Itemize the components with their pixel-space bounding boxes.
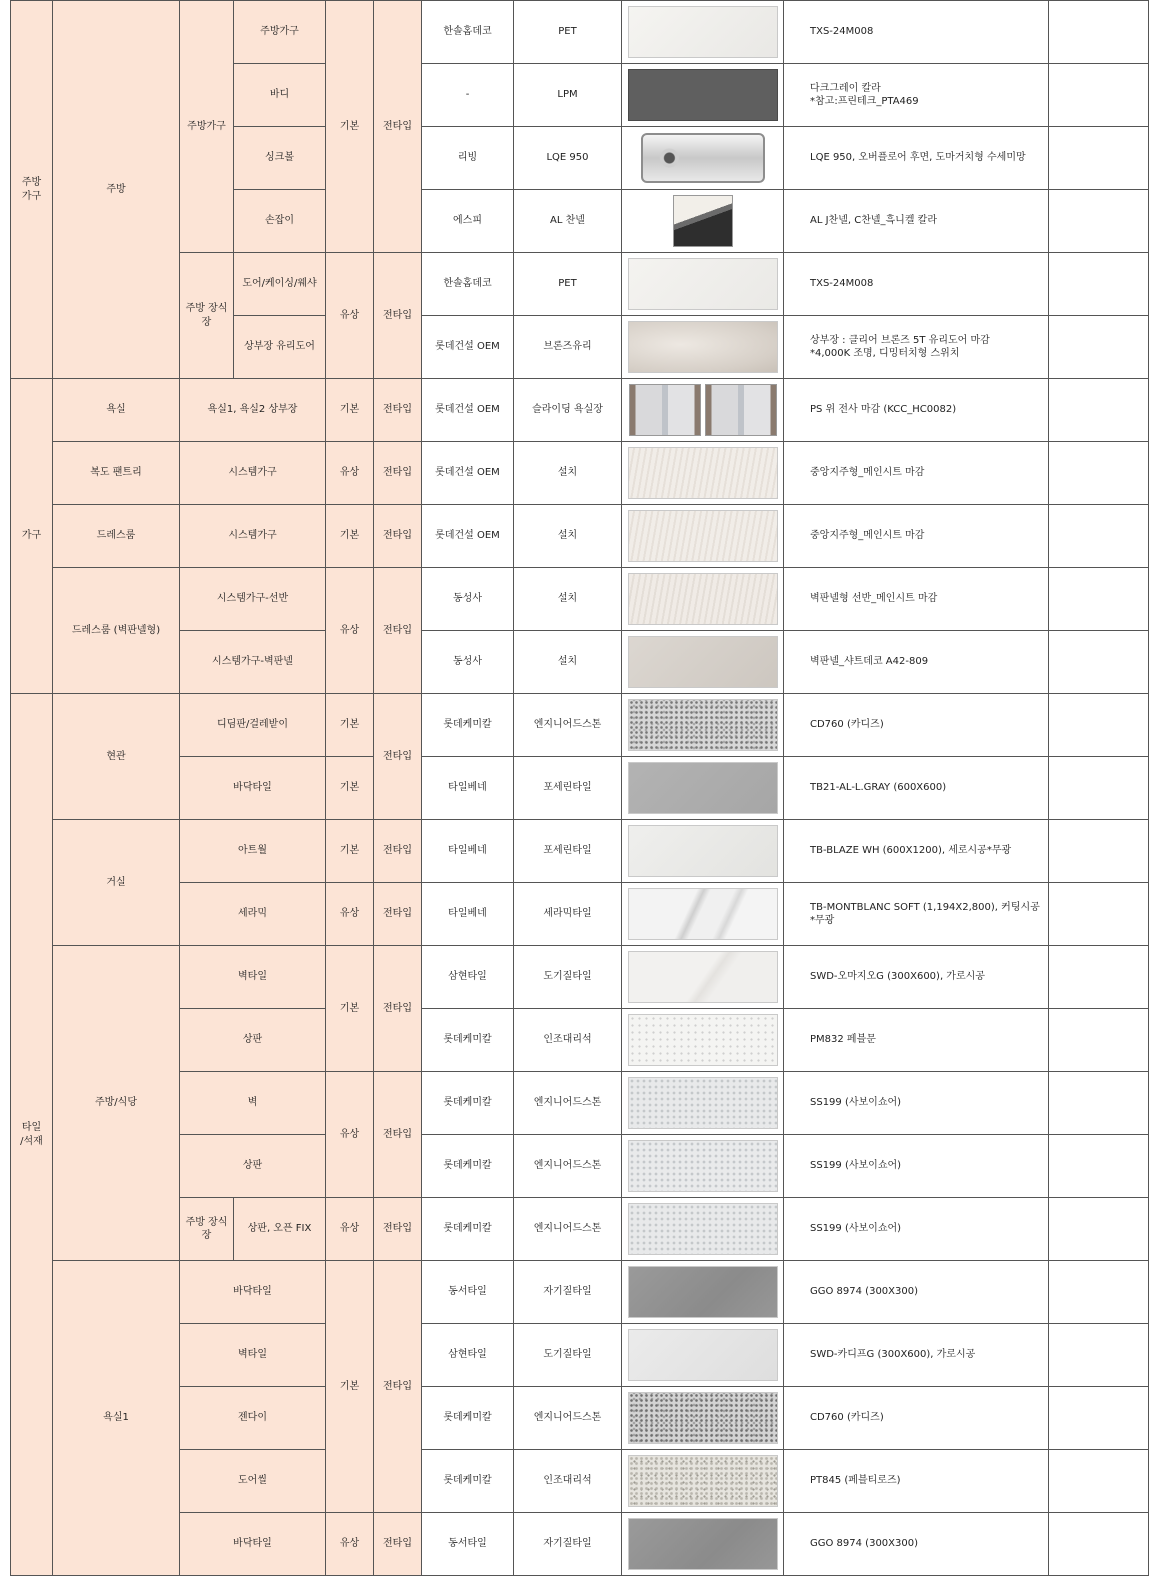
note-cell bbox=[1049, 820, 1149, 883]
option-cell: 기본 bbox=[326, 379, 374, 442]
option-cell: 기본 bbox=[326, 1, 374, 253]
table-row bbox=[11, 1072, 1149, 1135]
note-cell bbox=[1049, 1513, 1149, 1576]
swatch-cell bbox=[622, 694, 784, 757]
item-cell: 아트월 bbox=[180, 820, 326, 883]
white-pet-swatch bbox=[628, 6, 778, 58]
maker-cell: 동서타일 bbox=[422, 1513, 514, 1576]
spec-cell: PM832 페블문 bbox=[784, 1009, 1049, 1072]
note-cell bbox=[1049, 1, 1149, 64]
option-cell: 유상 bbox=[326, 442, 374, 505]
type-cell: 전타입 bbox=[374, 694, 422, 820]
maker-cell: 한솔홈데코 bbox=[422, 1, 514, 64]
swatch-cell bbox=[622, 1261, 784, 1324]
dark-gray-tile-swatch bbox=[628, 1266, 778, 1318]
wall-tile-swatch bbox=[628, 951, 778, 1003]
material-cell: 설치 bbox=[514, 505, 622, 568]
swatch-cell bbox=[622, 568, 784, 631]
material-cell: 자기질타일 bbox=[514, 1513, 622, 1576]
note-cell bbox=[1049, 1387, 1149, 1450]
category-cell: 가구 bbox=[11, 379, 53, 694]
item-cell: 벽타일 bbox=[180, 946, 326, 1009]
material-cell: 설치 bbox=[514, 568, 622, 631]
category-cell: 주방 가구 bbox=[11, 1, 53, 379]
cabinet-photo-1 bbox=[629, 384, 701, 436]
note-cell bbox=[1049, 127, 1149, 190]
material-cell: 엔지니어드스톤 bbox=[514, 1135, 622, 1198]
table-row bbox=[11, 757, 1149, 820]
type-cell: 전타입 bbox=[374, 1, 422, 253]
table-row bbox=[11, 1135, 1149, 1198]
item-cell: 도어씰 bbox=[180, 1450, 326, 1513]
finish-spec-table bbox=[10, 0, 1149, 1576]
maker-cell: - bbox=[422, 64, 514, 127]
table-row bbox=[11, 253, 1149, 316]
maker-cell: 동성사 bbox=[422, 631, 514, 694]
channel-handle-image bbox=[673, 195, 733, 247]
spec-cell: AL J찬넬, C찬넬_흑니켈 칼라 bbox=[784, 190, 1049, 253]
swatch-cell bbox=[622, 505, 784, 568]
note-cell bbox=[1049, 442, 1149, 505]
option-cell: 유상 bbox=[326, 1198, 374, 1261]
note-cell bbox=[1049, 694, 1149, 757]
item-cell: 바닥타일 bbox=[180, 757, 326, 820]
swatch-cell bbox=[622, 442, 784, 505]
note-cell bbox=[1049, 1198, 1149, 1261]
spec-cell: 중앙지주형_메인시트 마감 bbox=[784, 505, 1049, 568]
item-cell: 벽 bbox=[180, 1072, 326, 1135]
note-cell bbox=[1049, 1261, 1149, 1324]
option-cell: 유상 bbox=[326, 253, 374, 379]
marble-ceramic-swatch bbox=[628, 888, 778, 940]
space-cell: 욕실 bbox=[53, 379, 180, 442]
maker-cell: 롯데케미칼 bbox=[422, 1450, 514, 1513]
space-cell: 거실 bbox=[53, 820, 180, 946]
type-cell: 전타입 bbox=[374, 1198, 422, 1261]
material-cell: LPM bbox=[514, 64, 622, 127]
material-cell: 도기질타일 bbox=[514, 946, 622, 1009]
type-cell: 전타입 bbox=[374, 505, 422, 568]
option-cell: 기본 bbox=[326, 820, 374, 883]
swatch-cell bbox=[622, 190, 784, 253]
swatch-cell bbox=[622, 1450, 784, 1513]
material-cell: 세라믹타일 bbox=[514, 883, 622, 946]
material-cell: 포세린타일 bbox=[514, 757, 622, 820]
sub-space-cell: 주방 장식장 bbox=[180, 1198, 234, 1261]
item-cell: 시스템가구 bbox=[180, 442, 326, 505]
type-cell: 전타입 bbox=[374, 568, 422, 694]
spec-cell: 중앙지주형_메인시트 마감 bbox=[784, 442, 1049, 505]
spec-cell: PT845 (페블티로즈) bbox=[784, 1450, 1049, 1513]
note-cell bbox=[1049, 316, 1149, 379]
material-cell: 엔지니어드스톤 bbox=[514, 1072, 622, 1135]
table-row bbox=[11, 820, 1149, 883]
material-cell: 설치 bbox=[514, 442, 622, 505]
swatch-cell bbox=[622, 379, 784, 442]
maker-cell: 삼현타일 bbox=[422, 946, 514, 1009]
pebble-rose-swatch bbox=[628, 1455, 778, 1507]
dark-gray-swatch bbox=[628, 69, 778, 121]
spec-cell: TXS-24M008 bbox=[784, 253, 1049, 316]
dark-gray-tile-swatch bbox=[628, 1518, 778, 1570]
maker-cell: 롯데케미칼 bbox=[422, 1009, 514, 1072]
speckled-stone-swatch bbox=[628, 699, 778, 751]
note-cell bbox=[1049, 1450, 1149, 1513]
space-cell: 주방 bbox=[53, 1, 180, 379]
option-cell: 기본 bbox=[326, 505, 374, 568]
bronze-glass-swatch bbox=[628, 321, 778, 373]
note-cell bbox=[1049, 631, 1149, 694]
space-cell: 주방/식당 bbox=[53, 946, 180, 1261]
swatch-cell bbox=[622, 127, 784, 190]
item-cell: 젠다이 bbox=[180, 1387, 326, 1450]
note-cell bbox=[1049, 946, 1149, 1009]
type-cell: 전타입 bbox=[374, 379, 422, 442]
textured-sheet-swatch bbox=[628, 573, 778, 625]
maker-cell: 리빙 bbox=[422, 127, 514, 190]
maker-cell: 삼현타일 bbox=[422, 1324, 514, 1387]
spec-cell: SS199 (사보이쇼어) bbox=[784, 1198, 1049, 1261]
maker-cell: 롯데케미칼 bbox=[422, 694, 514, 757]
note-cell bbox=[1049, 253, 1149, 316]
sub-space-cell: 주방가구 bbox=[180, 1, 234, 253]
material-cell: 인조대리석 bbox=[514, 1450, 622, 1513]
light-porcelain-swatch bbox=[628, 825, 778, 877]
item-cell: 시스템가구 bbox=[180, 505, 326, 568]
item-cell: 상부장 유리도어 bbox=[234, 316, 326, 379]
material-cell: 엔지니어드스톤 bbox=[514, 1198, 622, 1261]
table-row bbox=[11, 1513, 1149, 1576]
sink-bowl-image bbox=[641, 133, 765, 183]
spec-cell: TB-BLAZE WH (600X1200), 세로시공*무광 bbox=[784, 820, 1049, 883]
item-cell: 시스템가구-벽판넬 bbox=[180, 631, 326, 694]
material-cell: LQE 950 bbox=[514, 127, 622, 190]
note-cell bbox=[1049, 64, 1149, 127]
spec-cell: CD760 (카디즈) bbox=[784, 1387, 1049, 1450]
spec-cell: TXS-24M008 bbox=[784, 1, 1049, 64]
swatch-cell bbox=[622, 1513, 784, 1576]
swatch-cell bbox=[622, 253, 784, 316]
type-cell: 전타입 bbox=[374, 253, 422, 379]
item-cell: 싱크볼 bbox=[234, 127, 326, 190]
type-cell: 전타입 bbox=[374, 442, 422, 505]
table-row bbox=[11, 694, 1149, 757]
maker-cell: 롯데건설 OEM bbox=[422, 442, 514, 505]
table-row bbox=[11, 1324, 1149, 1387]
type-cell: 전타입 bbox=[374, 946, 422, 1072]
option-cell: 유상 bbox=[326, 1072, 374, 1198]
beige-panel-swatch bbox=[628, 636, 778, 688]
type-cell: 전타입 bbox=[374, 883, 422, 946]
swatch-cell bbox=[622, 631, 784, 694]
table-row bbox=[11, 568, 1149, 631]
note-cell bbox=[1049, 1009, 1149, 1072]
space-cell: 욕실1 bbox=[53, 1261, 180, 1576]
note-cell bbox=[1049, 757, 1149, 820]
swatch-cell bbox=[622, 883, 784, 946]
swatch-cell bbox=[622, 946, 784, 1009]
note-cell bbox=[1049, 1072, 1149, 1135]
spec-cell: SS199 (사보이쇼어) bbox=[784, 1135, 1049, 1198]
swatch-cell bbox=[622, 316, 784, 379]
sub-space-cell: 주방 장식장 bbox=[180, 253, 234, 379]
spec-cell: SWD-카디프G (300X600), 가로시공 bbox=[784, 1324, 1049, 1387]
maker-cell: 롯데케미칼 bbox=[422, 1135, 514, 1198]
table-row bbox=[11, 883, 1149, 946]
spec-cell: GGO 8974 (300X300) bbox=[784, 1261, 1049, 1324]
option-cell: 유상 bbox=[326, 883, 374, 946]
note-cell bbox=[1049, 1324, 1149, 1387]
maker-cell: 타일베네 bbox=[422, 883, 514, 946]
maker-cell: 롯데건설 OEM bbox=[422, 316, 514, 379]
material-cell: 엔지니어드스톤 bbox=[514, 694, 622, 757]
textured-sheet-swatch bbox=[628, 447, 778, 499]
cabinet-photo-2 bbox=[705, 384, 777, 436]
spec-cell: TB-MONTBLANC SOFT (1,194X2,800), 커팅시공 *무광 bbox=[784, 883, 1049, 946]
maker-cell: 타일베네 bbox=[422, 820, 514, 883]
spec-cell: 상부장 : 클리어 브론즈 5T 유리도어 마감 *4,000K 조명, 디밍터치형 스위치 bbox=[784, 316, 1049, 379]
table-row bbox=[11, 1009, 1149, 1072]
option-cell: 기본 bbox=[326, 946, 374, 1072]
table-row bbox=[11, 442, 1149, 505]
item-cell: 도어/케이싱/웨샤 bbox=[234, 253, 326, 316]
maker-cell: 동서타일 bbox=[422, 1261, 514, 1324]
table-row bbox=[11, 505, 1149, 568]
space-cell: 현관 bbox=[53, 694, 180, 820]
swatch-cell bbox=[622, 757, 784, 820]
type-cell: 전타입 bbox=[374, 1513, 422, 1576]
speckled-stone-swatch bbox=[628, 1392, 778, 1444]
material-cell: 도기질타일 bbox=[514, 1324, 622, 1387]
option-cell: 기본 bbox=[326, 1261, 374, 1513]
item-cell: 상판, 오픈 FIX bbox=[234, 1198, 326, 1261]
table-row bbox=[11, 631, 1149, 694]
maker-cell: 한솔홈데코 bbox=[422, 253, 514, 316]
category-cell: 타일 /석재 bbox=[11, 694, 53, 1576]
item-cell: 손잡이 bbox=[234, 190, 326, 253]
note-cell bbox=[1049, 883, 1149, 946]
type-cell: 전타입 bbox=[374, 1072, 422, 1198]
spec-cell: 다크그레이 칼라 *참고:프린테크_PTA469 bbox=[784, 64, 1049, 127]
item-cell: 벽타일 bbox=[180, 1324, 326, 1387]
spec-cell: LQE 950, 오버플로어 후면, 도마거치형 수세미망 bbox=[784, 127, 1049, 190]
maker-cell: 타일베네 bbox=[422, 757, 514, 820]
maker-cell: 롯데케미칼 bbox=[422, 1198, 514, 1261]
material-cell: PET bbox=[514, 253, 622, 316]
material-cell: 포세린타일 bbox=[514, 820, 622, 883]
swatch-cell bbox=[622, 1324, 784, 1387]
spec-cell: 벽판넬형 선반_메인시트 마감 bbox=[784, 568, 1049, 631]
bathroom-cabinet-images bbox=[622, 384, 783, 436]
gray-tile-swatch bbox=[628, 762, 778, 814]
option-cell: 유상 bbox=[326, 1513, 374, 1576]
item-cell: 시스템가구-선반 bbox=[180, 568, 326, 631]
spec-cell: GGO 8974 (300X300) bbox=[784, 1513, 1049, 1576]
item-cell: 디딤판/걸레받이 bbox=[180, 694, 326, 757]
maker-cell: 롯데건설 OEM bbox=[422, 379, 514, 442]
maker-cell: 롯데건설 OEM bbox=[422, 505, 514, 568]
material-cell: 엔지니어드스톤 bbox=[514, 1387, 622, 1450]
swatch-cell bbox=[622, 1135, 784, 1198]
swatch-cell bbox=[622, 820, 784, 883]
option-cell: 기본 bbox=[326, 694, 374, 757]
maker-cell: 동성사 bbox=[422, 568, 514, 631]
swatch-cell bbox=[622, 1009, 784, 1072]
table-row bbox=[11, 1450, 1149, 1513]
material-cell: PET bbox=[514, 1, 622, 64]
item-cell: 상판 bbox=[180, 1009, 326, 1072]
spec-cell: SWD-오마지오G (300X600), 가로시공 bbox=[784, 946, 1049, 1009]
material-cell: AL 찬넬 bbox=[514, 190, 622, 253]
spec-cell: TB21-AL-L.GRAY (600X600) bbox=[784, 757, 1049, 820]
table-row bbox=[11, 379, 1149, 442]
note-cell bbox=[1049, 505, 1149, 568]
table-row bbox=[11, 1261, 1149, 1324]
item-cell: 바디 bbox=[234, 64, 326, 127]
space-cell: 드레스룸 (벽판넬형) bbox=[53, 568, 180, 694]
material-cell: 브론즈유리 bbox=[514, 316, 622, 379]
material-cell: 슬라이딩 욕실장 bbox=[514, 379, 622, 442]
material-cell: 인조대리석 bbox=[514, 1009, 622, 1072]
item-cell: 욕실1, 욕실2 상부장 bbox=[180, 379, 326, 442]
swatch-cell bbox=[622, 1198, 784, 1261]
item-cell: 주방가구 bbox=[234, 1, 326, 64]
note-cell bbox=[1049, 568, 1149, 631]
spec-cell: PS 위 전사 마감 (KCC_HC0082) bbox=[784, 379, 1049, 442]
swatch-cell bbox=[622, 1072, 784, 1135]
space-cell: 드레스룸 bbox=[53, 505, 180, 568]
white-pet-swatch bbox=[628, 258, 778, 310]
option-cell: 기본 bbox=[326, 757, 374, 820]
item-cell: 세라믹 bbox=[180, 883, 326, 946]
note-cell bbox=[1049, 1135, 1149, 1198]
maker-cell: 롯데케미칼 bbox=[422, 1387, 514, 1450]
spec-cell: CD760 (카디즈) bbox=[784, 694, 1049, 757]
type-cell: 전타입 bbox=[374, 1261, 422, 1513]
savoy-stone-swatch bbox=[628, 1203, 778, 1255]
swatch-cell bbox=[622, 64, 784, 127]
table-row bbox=[11, 1, 1149, 64]
savoy-stone-swatch bbox=[628, 1077, 778, 1129]
space-cell: 복도 팬트리 bbox=[53, 442, 180, 505]
material-cell: 설치 bbox=[514, 631, 622, 694]
textured-sheet-swatch bbox=[628, 510, 778, 562]
table-row bbox=[11, 1387, 1149, 1450]
table-row bbox=[11, 1198, 1149, 1261]
material-cell: 자기질타일 bbox=[514, 1261, 622, 1324]
table-row bbox=[11, 946, 1149, 1009]
light-wall-tile-swatch bbox=[628, 1329, 778, 1381]
spec-cell: 벽판넬_샤트데코 A42-809 bbox=[784, 631, 1049, 694]
pebble-marble-swatch bbox=[628, 1014, 778, 1066]
note-cell bbox=[1049, 190, 1149, 253]
option-cell: 유상 bbox=[326, 568, 374, 694]
swatch-cell bbox=[622, 1387, 784, 1450]
note-cell bbox=[1049, 379, 1149, 442]
swatch-cell bbox=[622, 1, 784, 64]
type-cell: 전타입 bbox=[374, 820, 422, 883]
item-cell: 상판 bbox=[180, 1135, 326, 1198]
maker-cell: 롯데케미칼 bbox=[422, 1072, 514, 1135]
item-cell: 바닥타일 bbox=[180, 1261, 326, 1324]
maker-cell: 에스피 bbox=[422, 190, 514, 253]
spec-cell: SS199 (사보이쇼어) bbox=[784, 1072, 1049, 1135]
item-cell: 바닥타일 bbox=[180, 1513, 326, 1576]
savoy-stone-swatch bbox=[628, 1140, 778, 1192]
